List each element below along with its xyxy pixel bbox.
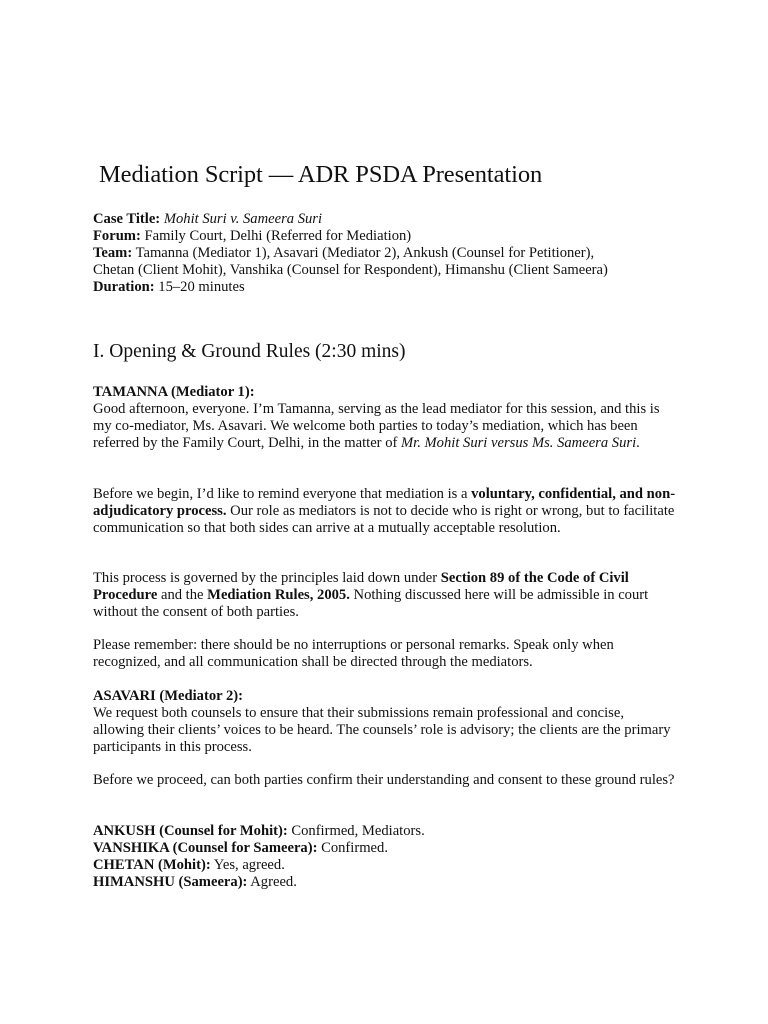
duration-value: 15–20 minutes xyxy=(158,279,245,295)
response-line-vanshika xyxy=(93,840,678,857)
response-line-chetan xyxy=(93,857,678,874)
response-line-himanshu xyxy=(93,874,678,891)
paragraph-text: Please remember: there should be no interruptions or personal remarks. Speak only when recognized, and all communication shall be directed through the mediators. xyxy=(93,637,614,670)
speaker-label: HIMANSHU (Sameera): xyxy=(93,874,248,890)
speaker-label: ANKUSH (Counsel for Mohit): xyxy=(93,823,288,839)
paragraph-text: Good afternoon, everyone. I’m Tamanna, serving as the lead mediator for this session, and this is my co-mediator, Ms. Asavari. We welcome both parties to today’s mediation, which has been referred by the Family Court, Delhi, in the matter of xyxy=(93,401,660,451)
speaker-tamanna xyxy=(93,384,678,401)
paragraph-text: Before we begin, I’d like to remind everyone that mediation is a xyxy=(93,486,472,502)
paragraph xyxy=(93,486,678,537)
paragraph-text: and the xyxy=(157,587,208,603)
paragraph-text: Before we proceed, can both parties confirm their understanding and consent to these ground rules? xyxy=(93,772,675,788)
team-line xyxy=(93,245,678,262)
speaker-label: VANSHIKA (Counsel for Sameera): xyxy=(93,840,318,856)
asavari-block xyxy=(93,688,678,756)
case-title-value: Mohit Suri v. Sameera Suri xyxy=(163,211,323,227)
team-line-continued xyxy=(93,262,678,279)
emphasis-text: Mediation Rules, 2005. xyxy=(207,587,350,603)
forum-line xyxy=(93,228,678,245)
speaker-label: ASAVARI (Mediator 2): xyxy=(93,688,243,704)
asavari-paragraph-1: We request both counsels to ensure that their submissions remain professional and concise, allowing their clients’ voices to be heard. The counsels’ role is advisory; the clients are the primary participants in this process. xyxy=(93,705,671,755)
speaker-label: CHETAN (Mohit): xyxy=(93,857,211,873)
response-line-ankush xyxy=(93,823,678,840)
duration-line xyxy=(93,279,678,296)
tamanna-opening-block xyxy=(93,384,678,452)
paragraph-legal-basis xyxy=(93,570,678,621)
paragraph-text: Our role as mediators is not to decide who is right or wrong, but to facilitate communication so that both sides can arrive at a mutually acceptable resolution. xyxy=(93,503,675,536)
team-label: Team: xyxy=(93,245,133,261)
paragraph-conduct-rules xyxy=(93,637,678,671)
section-heading-opening: I. Opening & Ground Rules (2:30 mins) xyxy=(93,341,406,362)
response-text: Confirmed. xyxy=(317,840,388,856)
paragraph xyxy=(93,570,678,621)
speaker-label: TAMANNA (Mediator 1): xyxy=(93,384,255,400)
paragraph-text: Nothing discussed here will be admissible in court without the consent of both parties. xyxy=(93,587,649,620)
party-responses xyxy=(93,823,678,891)
speaker-asavari xyxy=(93,688,678,705)
response-text: Yes, agreed. xyxy=(210,857,285,873)
emphasis-text: voluntary, confidential, and non-adjudicatory process. xyxy=(93,486,676,519)
paragraph-mediation-nature xyxy=(93,486,678,537)
response-text: Agreed. xyxy=(247,874,297,890)
case-name-italic: Mr. Mohit Suri versus Ms. Sameera Suri xyxy=(401,435,637,451)
case-metadata xyxy=(93,211,678,296)
forum-label: Forum: xyxy=(93,228,141,244)
forum-value: Family Court, Delhi (Referred for Mediation) xyxy=(144,228,412,244)
paragraph-consent-request xyxy=(93,772,678,789)
paragraph-text: . xyxy=(636,435,640,451)
team-value-line2: Chetan (Client Mohit), Vanshika (Counsel for Respondent), Himanshu (Client Sameera) xyxy=(93,262,608,278)
tamanna-paragraph-1 xyxy=(93,401,678,452)
response-text: Confirmed, Mediators. xyxy=(287,823,425,839)
case-title-line xyxy=(93,211,678,228)
document-title: Mediation Script — ADR PSDA Presentation xyxy=(99,161,543,188)
paragraph-text: This process is governed by the principles laid down under xyxy=(93,570,441,586)
emphasis-text: Section 89 of the Code of Civil Procedure xyxy=(93,570,629,603)
team-value-line1: Tamanna (Mediator 1), Asavari (Mediator 2), Ankush (Counsel for Petitioner), xyxy=(135,245,595,261)
case-title-label: Case Title: xyxy=(93,211,161,227)
duration-label: Duration: xyxy=(93,279,155,295)
